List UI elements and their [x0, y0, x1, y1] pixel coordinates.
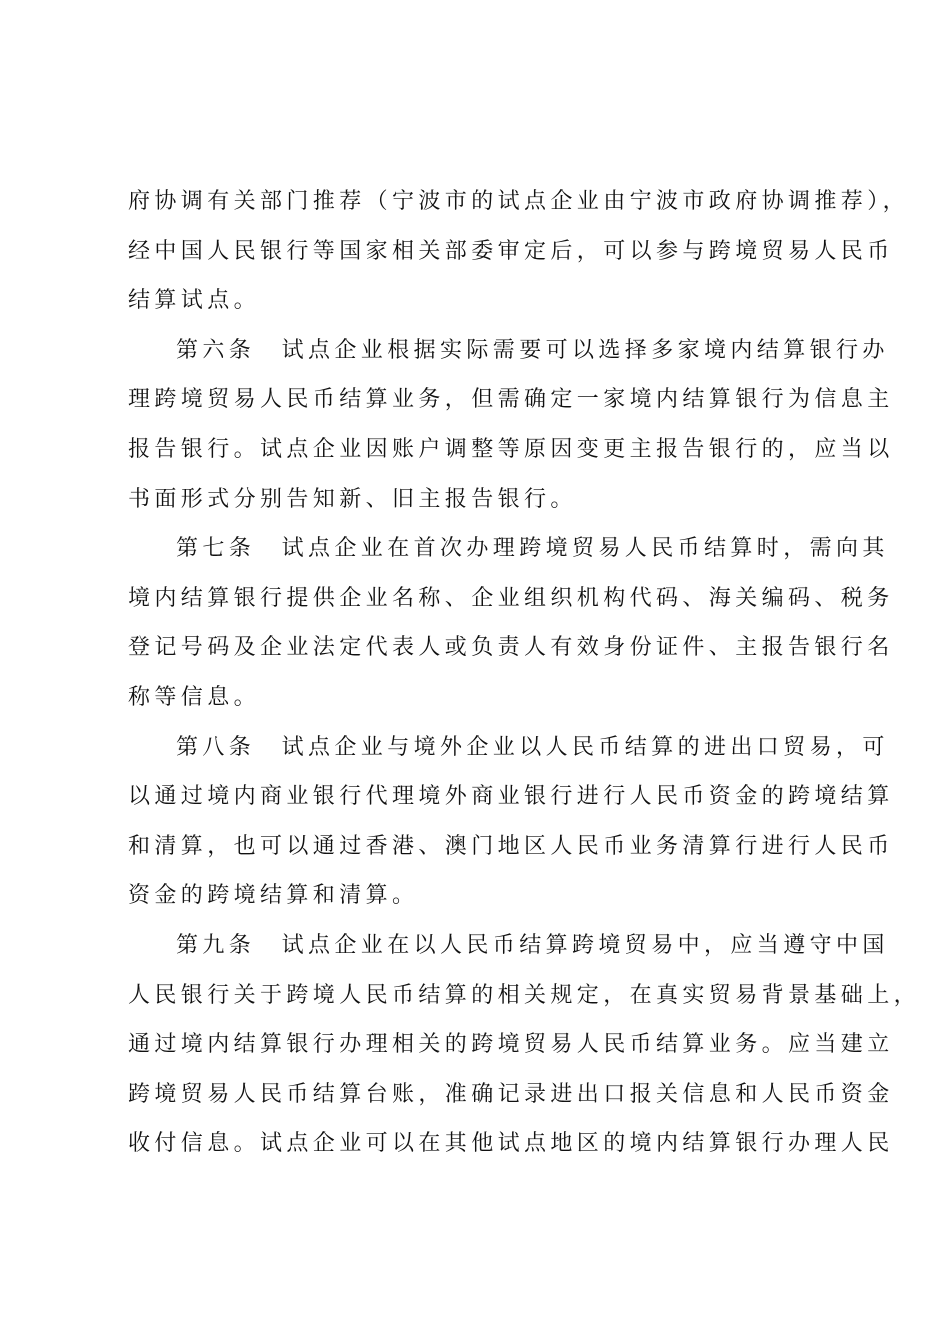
- article-9-heading-line: 第九条 试点企业在以人民币结算跨境贸易中，应当遵守中国: [176, 933, 889, 958]
- text-line: 通过境内结算银行办理相关的跨境贸易人民币结算业务。应当建立: [128, 1032, 894, 1057]
- text-line: 跨境贸易人民币结算台账，准确记录进出口报关信息和人民币资金: [128, 1082, 894, 1107]
- text-line: 收付信息。试点企业可以在其他试点地区的境内结算银行办理人民: [128, 1131, 894, 1156]
- article-8-heading-line: 第八条 试点企业与境外企业以人民币结算的进出口贸易，可: [176, 735, 889, 760]
- text-line: 经中国人民银行等国家相关部委审定后，可以参与跨境贸易人民币: [128, 239, 894, 264]
- text-line: 资金的跨境结算和清算。: [128, 883, 419, 908]
- text-line: 书面形式分别告知新、旧主报告银行。: [128, 487, 577, 512]
- text-line: 府协调有关部门推荐（宁波市的试点企业由宁波市政府协调推荐），: [128, 189, 910, 214]
- text-line: 登记号码及企业法定代表人或负责人有效身份证件、主报告银行名: [128, 635, 894, 660]
- text-line: 结算试点。: [128, 288, 261, 313]
- text-line: 称等信息。: [128, 685, 261, 710]
- article-7-heading-line: 第七条 试点企业在首次办理跨境贸易人民币结算时，需向其: [176, 536, 889, 561]
- text-line: 报告银行。试点企业因账户调整等原因变更主报告银行的，应当以: [128, 437, 894, 462]
- text-line: 以通过境内商业银行代理境外商业银行进行人民币资金的跨境结算: [128, 784, 894, 809]
- article-6-heading-line: 第六条 试点企业根据实际需要可以选择多家境内结算银行办: [176, 338, 889, 363]
- text-line: 境内结算银行提供企业名称、企业组织机构代码、海关编码、税务: [128, 586, 894, 611]
- text-line: 人民银行关于跨境人民币结算的相关规定，在真实贸易背景基础上，: [128, 983, 921, 1008]
- text-line: 理跨境贸易人民币结算业务，但需确定一家境内结算银行为信息主: [128, 387, 894, 412]
- text-line: 和清算，也可以通过香港、澳门地区人民币业务清算行进行人民币: [128, 834, 894, 859]
